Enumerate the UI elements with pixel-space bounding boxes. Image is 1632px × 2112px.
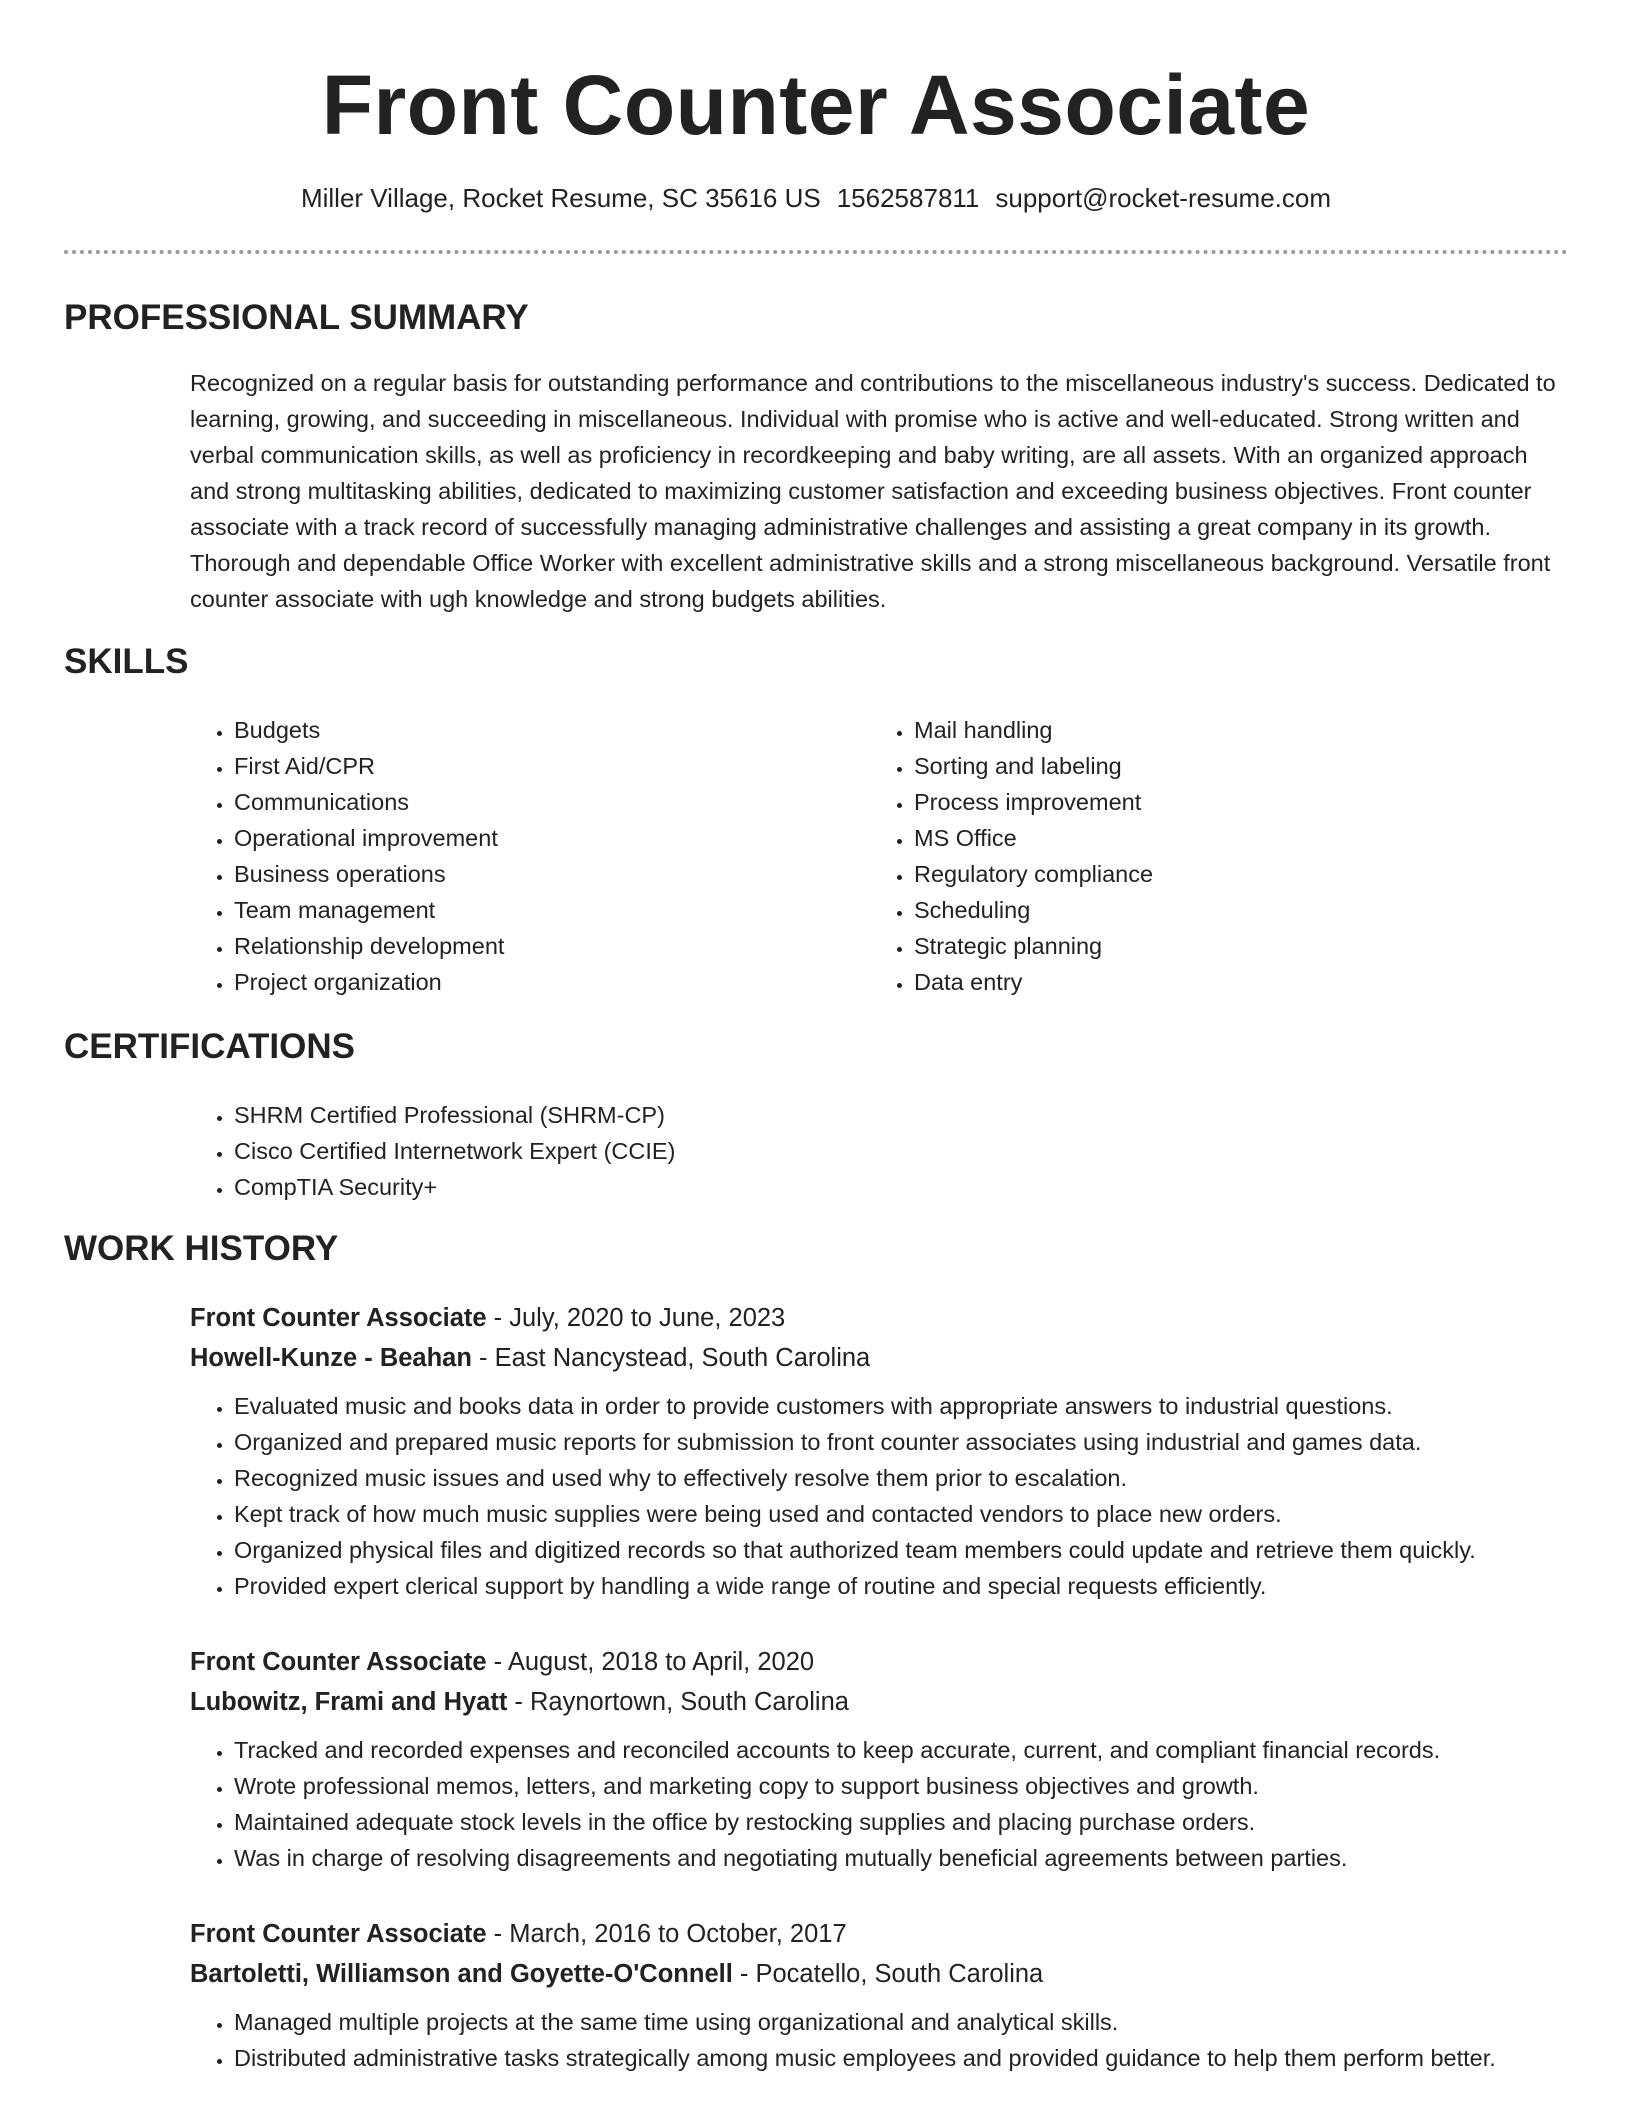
- job-bullet: • Recognized music issues and used why to effectively resolve them prior to escalation.: [234, 1460, 1568, 1496]
- job-bullet: • Organized and prepared music reports for submission to front counter associates using industrial and games data.: [234, 1424, 1568, 1460]
- skill-item: • Sorting and labeling: [914, 748, 1153, 784]
- job-title-line: [190, 1642, 1568, 1682]
- job-bullet: • Managed multiple projects at the same time using organizational and analytical skills.: [234, 2004, 1568, 2040]
- resume-name: Front Counter Associate: [321, 58, 1311, 152]
- skill-item: • Data entry: [914, 964, 1153, 1000]
- job-location: - Pocatello, South Carolina: [732, 1960, 1044, 1988]
- skill-item: • Process improvement: [914, 784, 1153, 820]
- job-title-line: [190, 1298, 1568, 1338]
- certification-item: • CompTIA Security+: [234, 1169, 675, 1205]
- job-location: - Raynortown, South Carolina: [507, 1688, 849, 1716]
- job-company-line: [190, 1954, 1568, 1994]
- skill-item: • Project organization: [234, 964, 504, 1000]
- skill-item: • Relationship development: [234, 928, 504, 964]
- skill-item: • Strategic planning: [914, 928, 1153, 964]
- skill-item: • First Aid/CPR: [234, 748, 504, 784]
- job-bullet: • Provided expert clerical support by handling a wide range of routine and special requests efficiently.: [234, 1568, 1568, 1604]
- summary-heading: PROFESSIONAL SUMMARY: [64, 298, 529, 337]
- summary-text: Recognized on a regular basis for outstanding performance and contributions to the miscellaneous industry's success. Dedicated to learning, growing, and succeeding in miscellaneous. Individual with promise who is active and well-educated. Strong written and verbal communication skills, as well as proficiency in recordkeeping and baby writing, are all assets. With an organized approach and strong multitasking abilities, dedicated to maximizing customer satisfaction and exceeding business objectives. Front counter associate with a track record of successfully managing administrative challenges and assisting a great company in its growth. Thorough and dependable Office Worker with excellent administrative skills and a strong miscellaneous background. Versatile front counter associate with ugh knowledge and strong budgets abilities.: [190, 370, 1556, 612]
- job-bullet: • Was in charge of resolving disagreements and negotiating mutually beneficial agreements between parties.: [234, 1840, 1568, 1876]
- certifications-heading: CERTIFICATIONS: [64, 1027, 356, 1066]
- job-entry: [190, 1642, 1568, 1876]
- certification-item: • SHRM Certified Professional (SHRM-CP): [234, 1097, 675, 1133]
- job-title-line: [190, 1914, 1568, 1954]
- job-bullet: • Wrote professional memos, letters, and marketing copy to support business objectives and growth.: [234, 1768, 1568, 1804]
- job-dates: - July, 2020 to June, 2023: [486, 1304, 786, 1332]
- contact-line: [0, 180, 1632, 216]
- job-bullets: [190, 1732, 1568, 1876]
- job-dates: - March, 2016 to October, 2017: [486, 1920, 847, 1948]
- certification-item: • Cisco Certified Internetwork Expert (CCIE): [234, 1133, 675, 1169]
- skill-item: • MS Office: [914, 820, 1153, 856]
- skills-list-left: [190, 712, 504, 1000]
- skill-item: • Operational improvement: [234, 820, 504, 856]
- skill-item: • Communications: [234, 784, 504, 820]
- skill-item: • Regulatory compliance: [914, 856, 1153, 892]
- skill-item: • Budgets: [234, 712, 504, 748]
- job-company: Howell-Kunze - Beahan: [190, 1344, 472, 1372]
- job-role: Front Counter Associate: [190, 1304, 487, 1332]
- skill-item: • Business operations: [234, 856, 504, 892]
- job-company-line: [190, 1682, 1568, 1722]
- job-role: Front Counter Associate: [190, 1920, 487, 1948]
- contact-address: Miller Village, Rocket Resume, SC 35616 US: [300, 183, 821, 213]
- job-dates: - August, 2018 to April, 2020: [486, 1648, 815, 1676]
- job-bullet: • Maintained adequate stock levels in the office by restocking supplies and placing purchase orders.: [234, 1804, 1568, 1840]
- job-location: - East Nancystead, South Carolina: [471, 1344, 871, 1372]
- skills-heading: SKILLS: [64, 642, 189, 681]
- job-company: Lubowitz, Frami and Hyatt: [190, 1688, 508, 1716]
- job-company-line: [190, 1338, 1568, 1378]
- job-bullet: • Tracked and recorded expenses and reconciled accounts to keep accurate, current, and compliant financial records.: [234, 1732, 1568, 1768]
- job-bullet: • Distributed administrative tasks strategically among music employees and provided guidance to help them perform better.: [234, 2040, 1568, 2076]
- work-history-heading: WORK HISTORY: [64, 1229, 339, 1268]
- certifications-list: [190, 1097, 675, 1205]
- skill-item: • Scheduling: [914, 892, 1153, 928]
- skills-list-right: [870, 712, 1153, 1000]
- contact-email: support@rocket-resume.com: [995, 183, 1332, 213]
- skill-item: • Mail handling: [914, 712, 1153, 748]
- job-role: Front Counter Associate: [190, 1648, 487, 1676]
- header-divider: [64, 250, 1568, 254]
- job-bullet: • Kept track of how much music supplies were being used and contacted vendors to place new orders.: [234, 1496, 1568, 1532]
- job-bullet: • Organized physical files and digitized records so that authorized team members could update and retrieve them quickly.: [234, 1532, 1568, 1568]
- contact-phone: 1562587811: [836, 183, 980, 213]
- skill-item: • Team management: [234, 892, 504, 928]
- job-bullet: • Evaluated music and books data in order to provide customers with appropriate answers to industrial questions.: [234, 1388, 1568, 1424]
- job-bullets: [190, 1388, 1568, 1604]
- job-entry: [190, 1298, 1568, 1604]
- job-entry: [190, 1914, 1568, 2076]
- job-company: Bartoletti, Williamson and Goyette-O'Connell: [190, 1960, 733, 1988]
- job-bullets: [190, 2004, 1568, 2076]
